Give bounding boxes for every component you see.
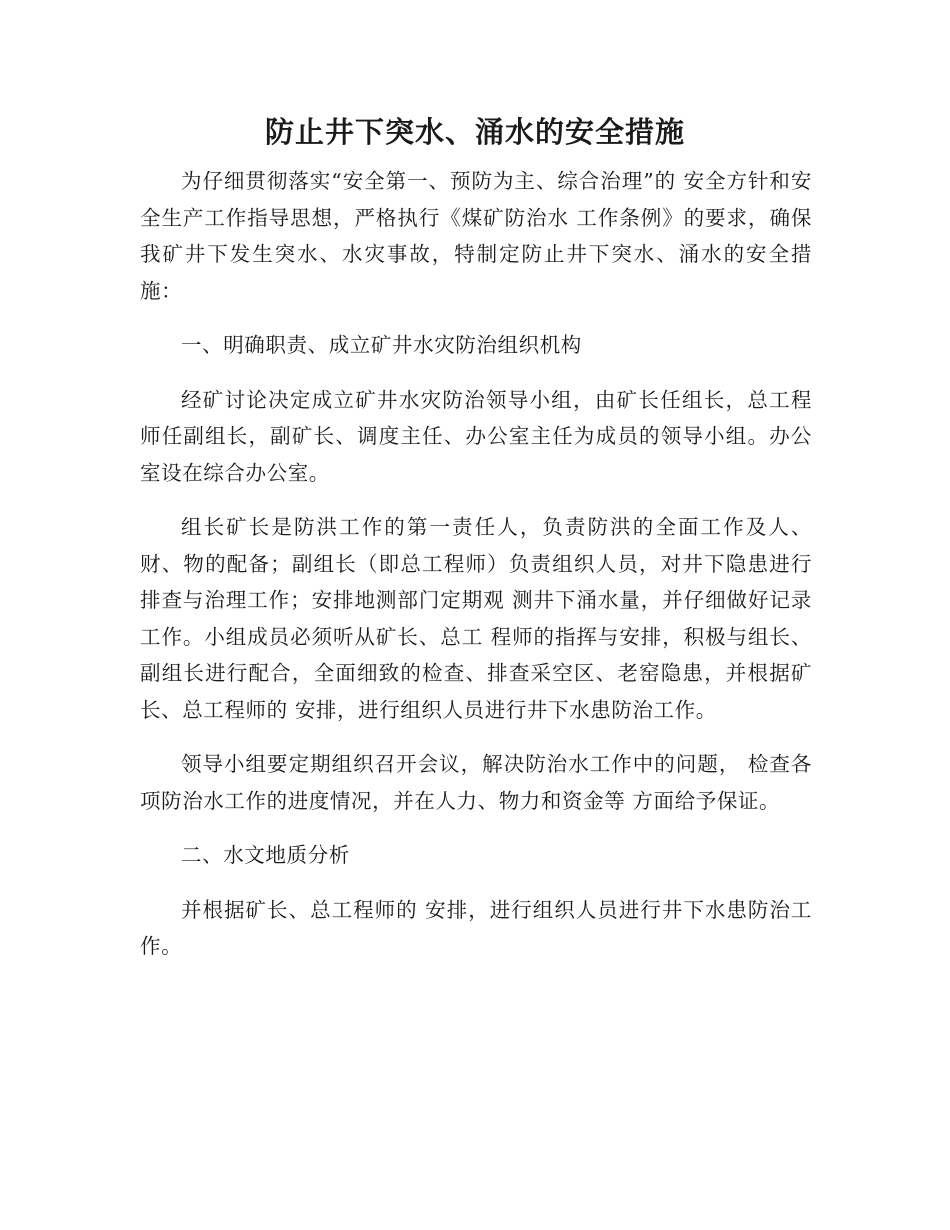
paragraph-leadership-group: 经矿讨论决定成立矿井水灾防治领导小组，由矿长任组长，总工程师任副组长，副矿长、调度主任、办公室主任为成员的领导小组。办公室设在综合办公室。: [140, 387, 812, 485]
section-heading-2: 二、水文地质分析: [181, 843, 350, 867]
document-title: 防止井下突水、涌水的安全措施: [264, 115, 685, 149]
section-heading-1: 一、明确职责、成立矿井水灾防治组织机构: [181, 333, 582, 357]
paragraph-hydrogeology: 并根据矿长、总工程师的 安排，进行组织人员进行井下水患防治工作。: [140, 897, 812, 958]
paragraph-intro: 为仔细贯彻落实“安全第一、预防为主、综合治理”的 安全方针和安全生产工作指导思想，严格执行《煤矿防治水 工作条例》的要求，确保我矿井下发生突水、水灾事故，特制定防止井下突水、涌水的安全措施：: [140, 169, 812, 303]
paragraph-responsibilities: 组长矿长是防洪工作的第一责任人，负责防洪的全面工作及人、财、物的配备；副组长（即总工程师）负责组织人员，对井下隐患进行排查与治理工作；安排地测部门定期观 测井下涌水量，并仔细做好记录工作。小组成员必须听从矿长、总工 程师的指挥与安排，积极与组长、副组长进行配合，全面细致的检查、排查采空区、老窑隐患，并根据矿长、总工程师的 安排，进行组织人员进行井下水患防治工作。: [140, 515, 812, 722]
paragraph-meetings: 领导小组要定期组织召开会议，解决防治水工作中的问题， 检查各项防治水工作的进度情况，并在人力、物力和资金等 方面给予保证。: [140, 752, 812, 813]
document-body: [140, 163, 812, 965]
